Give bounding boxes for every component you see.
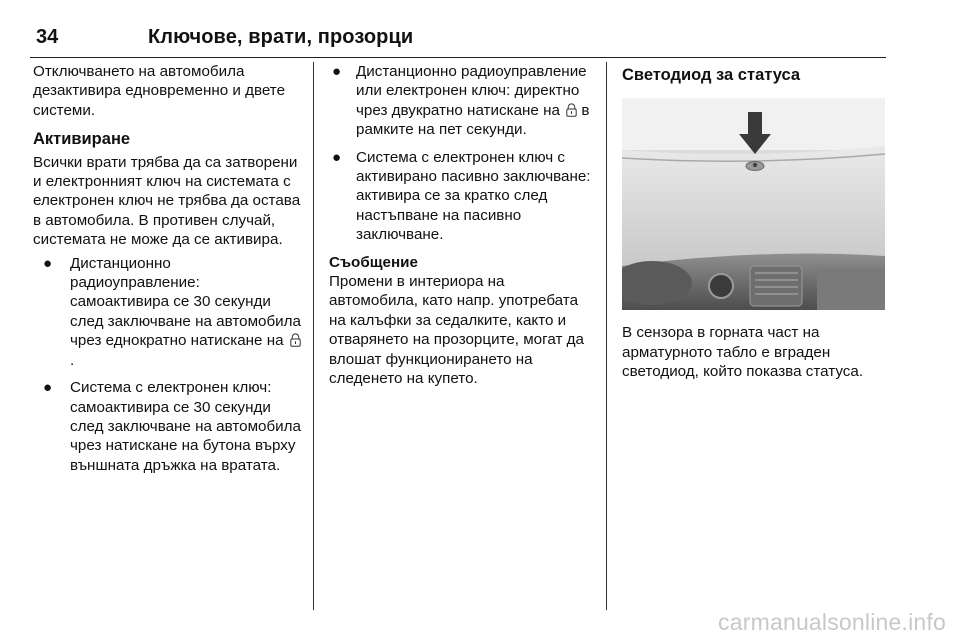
list-item [33,254,303,370]
column-divider [313,62,314,610]
note-heading: Съобщение [329,253,418,271]
list-item-text: Система с електронен ключ: самоактивира се 30 секунди след заключване на автомобила чрез натискане на бутона върху външната дръжка на вратата. [70,379,301,474]
page-title: Ключове, врати, прозорци [148,26,414,48]
bullet-icon: ● [332,63,342,80]
activation-paragraph: Всички врати трябва да са затворени и електронният ключ на системата с електронен ключ не трябва да остава в автомобила. В противен случай, системата не може да се активира. [33,153,301,249]
dashboard-illustration [622,98,885,310]
list-item-text: Дистанционно радиоуправление или електронен ключ: директно чрез двукратно натискане на [356,63,587,119]
lock-key-icon [566,103,577,117]
page-number: 34 [36,26,59,48]
list-item-text: Система с електронен ключ с активирано пасивно заключване: активира се за кратко след настъпване на пасивно заключване. [356,148,591,244]
column-left [33,62,303,483]
bullet-icon: ● [43,379,53,397]
dashboard-sensor-photo [622,98,885,310]
section-heading-activation: Активиране [33,130,131,149]
bullet-icon: ● [43,254,53,272]
bullet-icon: ● [332,148,342,166]
lock-key-icon [290,333,301,347]
list-item [329,148,591,245]
intro-paragraph: Отключването на автомобила дезактивира едновременно и двете системи. [33,63,286,119]
section-heading-status-led: Светодиод за статуса [622,66,801,84]
column-divider [606,62,607,610]
list-item-suffix: . [70,351,75,369]
list-item-text: Дистанционно радиоуправление: самоактивира се 30 секунди след заключване на автомобила чрез еднократно натискане на [70,254,301,350]
direct-activation-list [329,62,591,245]
activation-list [33,254,303,475]
list-item-text-after: в рамките на пет секунди. [356,101,590,139]
list-item [33,378,303,475]
page-header [30,24,886,58]
column-right [622,62,892,382]
photo-caption: В сензора в горната част на арматурното табло е вграден светодиод, който показва статуса. [622,324,864,381]
watermark-text: carmanualsonline.info [718,609,946,635]
note-text: Промени в интериора на автомобила, като напр. употребата на калъфки за седалките, както и отварянето на прозорците, могат да влошат функционирането на следенето на купето. [329,273,584,388]
column-middle [329,62,591,389]
list-item [329,62,591,140]
